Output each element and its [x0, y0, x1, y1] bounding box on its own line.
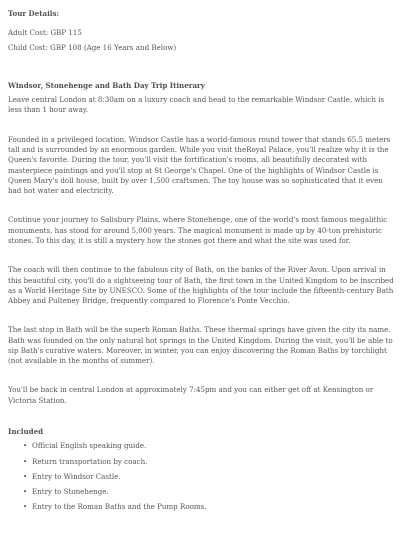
- adult-cost: Adult Cost: GBP 115: [8, 28, 82, 38]
- list-item: • Official English speaking guide.: [23, 441, 147, 451]
- itinerary-paragraph-stonehenge: Continue your journey to Salisbury Plains, where Stonehenge, one of the world's most famous megalithic monuments, has stood for around 5,000 years. The magical monument is made up by 40-ton prehistoric stones. To this day, it is still a mystery how the stones got there and what the site was used for.: [8, 215, 388, 245]
- itinerary-paragraph-roman-baths: The last stop in Bath will be the superb Roman Baths. These thermal springs have given the city its name. Bath was founded on the only natural hot springs in the United Kingdom. During the visit, you'll be able to sip Bath's curative waters. Moreover, in winter, you can enjoy discovering the Roman Baths by torchlight (not available in the months of summer).: [8, 325, 393, 366]
- bullet-icon: •: [23, 456, 28, 466]
- child-cost: Child Cost: GBP 108 (Age 16 Years and Below): [8, 42, 177, 52]
- list-item: • Return transportation by coach.: [23, 456, 148, 466]
- included-title: Included: [8, 427, 44, 437]
- itinerary-paragraph-return: You'll be back in central London at approximately 7:45pm and you can either get off at Kensington or Victoria Station.: [8, 385, 374, 405]
- tour-details-section: [8, 9, 398, 53]
- list-item: • Entry to Stonehenge.: [23, 487, 109, 497]
- included-section: [8, 427, 398, 513]
- list-item: • Entry to Windsor Castle.: [23, 471, 121, 481]
- itinerary-paragraph-departure: Leave central London at 8:30am on a luxury coach and head to the remarkable Windsor Castle, which is less than 1 hour away.: [8, 95, 385, 115]
- bullet-icon: •: [23, 441, 28, 451]
- tour-details-title: Tour Details:: [8, 9, 60, 18]
- bullet-icon: •: [23, 471, 28, 481]
- itinerary-title: Windsor, Stonehenge and Bath Day Trip Itinerary: [8, 80, 205, 90]
- itinerary-paragraph-windsor: Founded in a privileged location, Windsor Castle has a world-famous round tower that stands 65.5 meters tall and is surrounded by an enormous garden. While you visit theRoyal Palace, you'll realize why it is the Queen's favorite. During the tour, you'll visit the fortification's rooms, all beautifully decorated with masterpiece paintings and you'll stop at St George's Chapel. One of the highlights of Windsor Castle is Queen Mary's doll house, built by over 1,500 craftsmen. The toy house was so sophisticated that it even had hot water and electricity.: [8, 134, 391, 196]
- itinerary-paragraph-bath: The coach will then continue to the fabulous city of Bath, on the banks of the River Avon. Upon arrival in this beautiful city, you'll do a sightseeing tour of Bath, the first town in the United Kingdom to be inscribed as a World Heritage Site by UNESCO. Some of the highlights of the tour include the fifteenth-century Bath Abbey and Pulteney Bridge, frequently compared to Florence's Ponte Vecchio.: [8, 265, 394, 306]
- list-item: • Entry to the Roman Baths and the Pump Rooms.: [23, 502, 207, 512]
- bullet-icon: •: [23, 487, 28, 497]
- included-list: [8, 441, 398, 512]
- itinerary-section: [8, 81, 398, 406]
- bullet-icon: •: [23, 502, 28, 512]
